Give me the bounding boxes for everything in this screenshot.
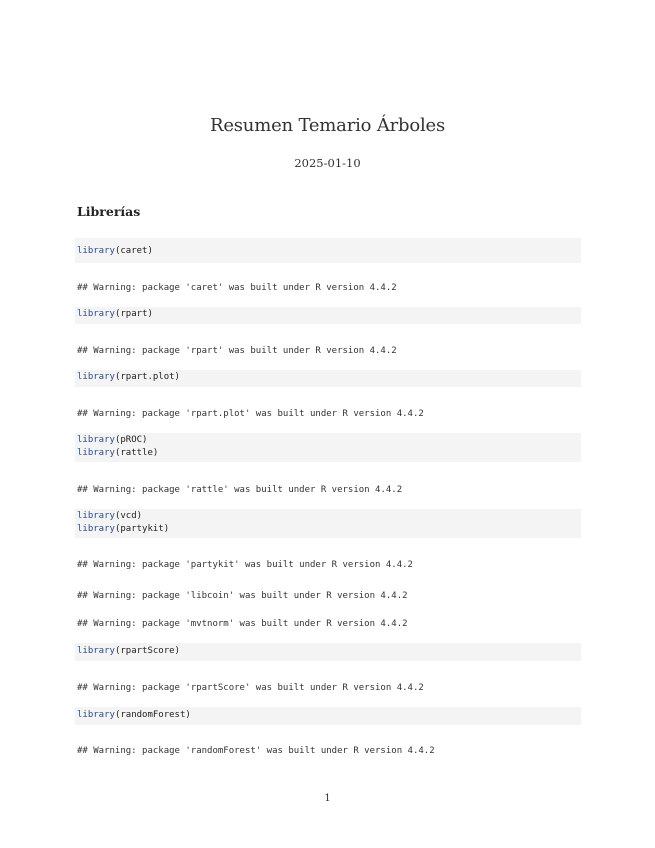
code-argument: (rpart.plot)	[114, 372, 180, 382]
code-block	[75, 307, 581, 324]
code-argument: (rpart)	[114, 309, 153, 319]
warning-output: ## Warning: package 'rpart.plot' was built under R version 4.4.2	[77, 409, 424, 419]
warning-output: ## Warning: package 'rpartScore' was built under R version 4.4.2	[77, 683, 424, 693]
warning-output: ## Warning: package 'rpart' was built under R version 4.4.2	[77, 346, 397, 356]
code-function: library	[77, 447, 115, 458]
document-date: 2025-01-10	[294, 156, 361, 170]
code-function: library	[77, 372, 115, 382]
code-function: library	[77, 710, 115, 720]
warning-output: ## Warning: package 'mvtnorm' was built under R version 4.4.2	[77, 619, 408, 629]
code-block	[75, 238, 581, 263]
code-block	[75, 643, 581, 661]
code-block	[75, 707, 581, 725]
code-function: library	[77, 435, 115, 445]
code-argument: (vcd)	[114, 511, 143, 521]
warning-output: ## Warning: package 'libcoin' was built under R version 4.4.2	[77, 591, 408, 601]
code-function: library	[77, 246, 115, 256]
warning-output: ## Warning: package 'rattle' was built under R version 4.4.2	[77, 485, 403, 495]
code-block	[75, 509, 581, 538]
warning-output: ## Warning: package 'randomForest' was built under R version 4.4.2	[77, 746, 435, 756]
code-function: library	[77, 646, 115, 656]
code-function: library	[77, 511, 115, 521]
code-line	[77, 371, 581, 384]
code-line	[77, 308, 581, 321]
code-line	[77, 645, 581, 658]
code-argument: (rattle)	[114, 447, 159, 458]
page-number: 1	[324, 793, 331, 804]
code-function: library	[77, 523, 115, 534]
code-block	[75, 370, 581, 387]
code-line	[77, 447, 581, 460]
section-heading: Librerías	[77, 204, 141, 219]
code-line	[77, 510, 581, 523]
code-argument: (pROC)	[114, 435, 148, 445]
code-line	[77, 434, 581, 447]
code-function: library	[77, 309, 115, 319]
code-line	[77, 709, 581, 722]
warning-output: ## Warning: package 'caret' was built under R version 4.4.2	[77, 283, 397, 293]
warning-output: ## Warning: package 'partykit' was built under R version 4.4.2	[77, 560, 413, 570]
code-block	[75, 433, 581, 462]
code-line	[77, 245, 581, 258]
code-argument: (partykit)	[114, 523, 170, 534]
code-argument: (randomForest)	[114, 710, 191, 720]
document-title: Resumen Temario Árboles	[209, 115, 446, 136]
code-argument: (rpartScore)	[114, 646, 180, 656]
code-line	[77, 523, 581, 536]
code-argument: (caret)	[114, 246, 153, 256]
